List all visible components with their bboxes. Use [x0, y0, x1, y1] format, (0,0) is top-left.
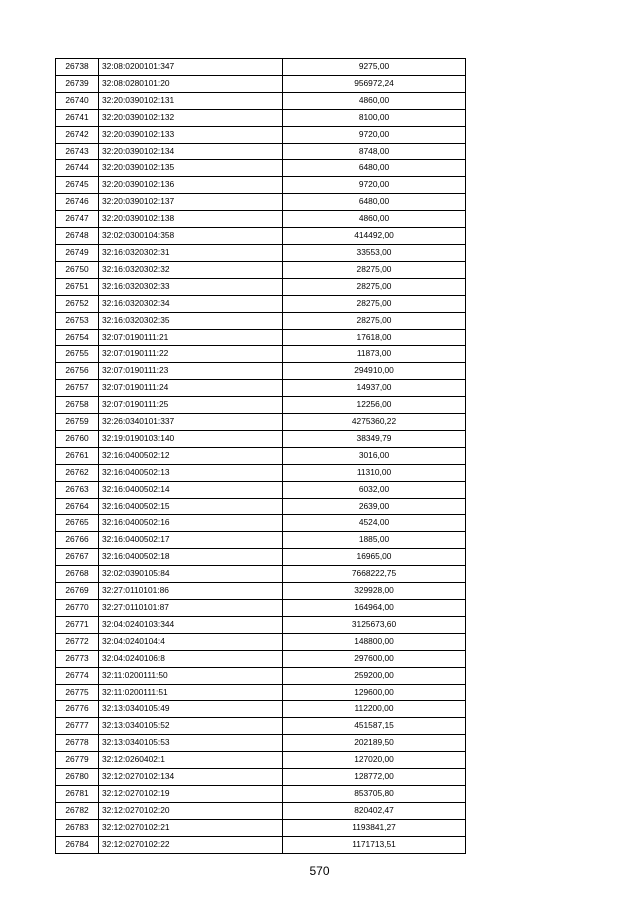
table-row — [56, 532, 466, 549]
row-number-cell: 26751 — [56, 278, 99, 295]
value-cell: 11873,00 — [283, 346, 466, 363]
table-row — [56, 498, 466, 515]
cadastral-number-cell: 32:04:0240103:344 — [99, 616, 283, 633]
cadastral-number-cell: 32:13:0340105:53 — [99, 735, 283, 752]
table-row — [56, 75, 466, 92]
table-row — [56, 447, 466, 464]
value-cell: 956972,24 — [283, 75, 466, 92]
table-row — [56, 414, 466, 431]
row-number-cell: 26770 — [56, 600, 99, 617]
value-cell: 3125673,60 — [283, 616, 466, 633]
value-cell: 16965,00 — [283, 549, 466, 566]
table-row — [56, 109, 466, 126]
value-cell: 4275360,22 — [283, 414, 466, 431]
cadastral-number-cell: 32:07:0190111:22 — [99, 346, 283, 363]
cadastral-number-cell: 32:16:0320302:34 — [99, 295, 283, 312]
cadastral-number-cell: 32:07:0190111:25 — [99, 397, 283, 414]
cadastral-number-cell: 32:12:0270102:134 — [99, 769, 283, 786]
table-row — [56, 244, 466, 261]
table-row — [56, 583, 466, 600]
row-number-cell: 26739 — [56, 75, 99, 92]
row-number-cell: 26741 — [56, 109, 99, 126]
value-cell: 6480,00 — [283, 194, 466, 211]
value-cell: 38349,79 — [283, 430, 466, 447]
value-cell: 148800,00 — [283, 633, 466, 650]
table-row — [56, 819, 466, 836]
row-number-cell: 26782 — [56, 802, 99, 819]
row-number-cell: 26744 — [56, 160, 99, 177]
cadastral-number-cell: 32:16:0320302:33 — [99, 278, 283, 295]
cadastral-number-cell: 32:12:0260402:1 — [99, 752, 283, 769]
value-cell: 853705,80 — [283, 785, 466, 802]
row-number-cell: 26781 — [56, 785, 99, 802]
table-row — [56, 600, 466, 617]
cadastral-number-cell: 32:16:0400502:15 — [99, 498, 283, 515]
value-cell: 451587,15 — [283, 718, 466, 735]
value-cell: 17618,00 — [283, 329, 466, 346]
row-number-cell: 26740 — [56, 92, 99, 109]
cadastral-number-cell: 32:20:0390102:132 — [99, 109, 283, 126]
cadastral-number-cell: 32:20:0390102:135 — [99, 160, 283, 177]
table-row — [56, 278, 466, 295]
table-row — [56, 261, 466, 278]
table-row — [56, 566, 466, 583]
value-cell: 8100,00 — [283, 109, 466, 126]
value-cell: 329928,00 — [283, 583, 466, 600]
cadastral-number-cell: 32:16:0400502:18 — [99, 549, 283, 566]
cadastral-number-cell: 32:11:0200111:50 — [99, 667, 283, 684]
row-number-cell: 26746 — [56, 194, 99, 211]
value-cell: 414492,00 — [283, 228, 466, 245]
value-cell: 2639,00 — [283, 498, 466, 515]
cadastral-number-cell: 32:20:0390102:131 — [99, 92, 283, 109]
value-cell: 9720,00 — [283, 177, 466, 194]
cadastral-number-cell: 32:20:0390102:138 — [99, 211, 283, 228]
value-cell: 6032,00 — [283, 481, 466, 498]
table-row — [56, 430, 466, 447]
value-cell: 7668222,75 — [283, 566, 466, 583]
table-row — [56, 701, 466, 718]
cadastral-number-cell: 32:16:0320302:32 — [99, 261, 283, 278]
cadastral-number-cell: 32:16:0400502:17 — [99, 532, 283, 549]
row-number-cell: 26772 — [56, 633, 99, 650]
row-number-cell: 26775 — [56, 684, 99, 701]
row-number-cell: 26759 — [56, 414, 99, 431]
row-number-cell: 26747 — [56, 211, 99, 228]
value-cell: 8748,00 — [283, 143, 466, 160]
row-number-cell: 26777 — [56, 718, 99, 735]
row-number-cell: 26765 — [56, 515, 99, 532]
table-row — [56, 769, 466, 786]
table-row — [56, 126, 466, 143]
value-cell: 4860,00 — [283, 92, 466, 109]
table-row — [56, 684, 466, 701]
table-row — [56, 59, 466, 76]
cadastral-number-cell: 32:26:0340101:337 — [99, 414, 283, 431]
value-cell: 28275,00 — [283, 278, 466, 295]
value-cell: 14937,00 — [283, 380, 466, 397]
value-cell: 33553,00 — [283, 244, 466, 261]
value-cell: 4860,00 — [283, 211, 466, 228]
value-cell: 202189,50 — [283, 735, 466, 752]
cadastral-number-cell: 32:16:0320302:31 — [99, 244, 283, 261]
value-cell: 112200,00 — [283, 701, 466, 718]
row-number-cell: 26769 — [56, 583, 99, 600]
value-cell: 9275,00 — [283, 59, 466, 76]
row-number-cell: 26738 — [56, 59, 99, 76]
row-number-cell: 26761 — [56, 447, 99, 464]
table-row — [56, 752, 466, 769]
cadastral-number-cell: 32:12:0270102:22 — [99, 836, 283, 853]
row-number-cell: 26762 — [56, 464, 99, 481]
row-number-cell: 26783 — [56, 819, 99, 836]
row-number-cell: 26779 — [56, 752, 99, 769]
table-row — [56, 650, 466, 667]
table-row — [56, 380, 466, 397]
table-row — [56, 177, 466, 194]
value-cell: 28275,00 — [283, 295, 466, 312]
row-number-cell: 26773 — [56, 650, 99, 667]
cadastral-number-cell: 32:07:0190111:24 — [99, 380, 283, 397]
value-cell: 127020,00 — [283, 752, 466, 769]
cadastral-number-cell: 32:16:0400502:14 — [99, 481, 283, 498]
cadastral-number-cell: 32:19:0190103:140 — [99, 430, 283, 447]
cadastral-number-cell: 32:16:0400502:12 — [99, 447, 283, 464]
row-number-cell: 26742 — [56, 126, 99, 143]
table-row — [56, 836, 466, 853]
table-row — [56, 211, 466, 228]
row-number-cell: 26743 — [56, 143, 99, 160]
table-row — [56, 785, 466, 802]
row-number-cell: 26758 — [56, 397, 99, 414]
table-row — [56, 633, 466, 650]
page-number: 570 — [309, 864, 330, 878]
row-number-cell: 26760 — [56, 430, 99, 447]
cadastral-number-cell: 32:20:0390102:134 — [99, 143, 283, 160]
value-cell: 297600,00 — [283, 650, 466, 667]
value-cell: 294910,00 — [283, 363, 466, 380]
table-row — [56, 228, 466, 245]
value-cell: 164964,00 — [283, 600, 466, 617]
table-row — [56, 481, 466, 498]
row-number-cell: 26768 — [56, 566, 99, 583]
table-row — [56, 549, 466, 566]
cadastral-number-cell: 32:16:0320302:35 — [99, 312, 283, 329]
value-cell: 4524,00 — [283, 515, 466, 532]
cadastral-number-cell: 32:04:0240106:8 — [99, 650, 283, 667]
row-number-cell: 26745 — [56, 177, 99, 194]
row-number-cell: 26757 — [56, 380, 99, 397]
table-row — [56, 143, 466, 160]
table-row — [56, 616, 466, 633]
table-row — [56, 397, 466, 414]
value-cell: 28275,00 — [283, 312, 466, 329]
value-cell: 11310,00 — [283, 464, 466, 481]
table-row — [56, 92, 466, 109]
cadastral-number-cell: 32:13:0340105:49 — [99, 701, 283, 718]
table-row — [56, 329, 466, 346]
table-body — [56, 59, 466, 854]
row-number-cell: 26752 — [56, 295, 99, 312]
cadastral-number-cell: 32:20:0390102:137 — [99, 194, 283, 211]
row-number-cell: 26753 — [56, 312, 99, 329]
cadastral-number-cell: 32:02:0390105:84 — [99, 566, 283, 583]
value-cell: 128772,00 — [283, 769, 466, 786]
table-row — [56, 802, 466, 819]
table-row — [56, 346, 466, 363]
table-row — [56, 194, 466, 211]
cadastral-number-cell: 32:12:0270102:20 — [99, 802, 283, 819]
row-number-cell: 26755 — [56, 346, 99, 363]
cadastral-number-cell: 32:16:0400502:16 — [99, 515, 283, 532]
row-number-cell: 26756 — [56, 363, 99, 380]
table-row — [56, 718, 466, 735]
table-row — [56, 363, 466, 380]
value-cell: 820402,47 — [283, 802, 466, 819]
value-cell: 1193841,27 — [283, 819, 466, 836]
row-number-cell: 26774 — [56, 667, 99, 684]
table-row — [56, 735, 466, 752]
value-cell: 259200,00 — [283, 667, 466, 684]
table-row — [56, 295, 466, 312]
cadastral-number-cell: 32:27:0110101:87 — [99, 600, 283, 617]
row-number-cell: 26749 — [56, 244, 99, 261]
value-cell: 28275,00 — [283, 261, 466, 278]
cadastral-number-cell: 32:12:0270102:19 — [99, 785, 283, 802]
cadastral-number-cell: 32:02:0300104:358 — [99, 228, 283, 245]
cadastral-number-cell: 32:16:0400502:13 — [99, 464, 283, 481]
row-number-cell: 26767 — [56, 549, 99, 566]
value-cell: 3016,00 — [283, 447, 466, 464]
table-row — [56, 667, 466, 684]
row-number-cell: 26784 — [56, 836, 99, 853]
cadastral-number-cell: 32:20:0390102:133 — [99, 126, 283, 143]
row-number-cell: 26748 — [56, 228, 99, 245]
table-row — [56, 464, 466, 481]
value-cell: 9720,00 — [283, 126, 466, 143]
value-cell: 1171713,51 — [283, 836, 466, 853]
cadastral-number-cell: 32:04:0240104:4 — [99, 633, 283, 650]
row-number-cell: 26763 — [56, 481, 99, 498]
cadastral-number-cell: 32:07:0190111:21 — [99, 329, 283, 346]
value-cell: 6480,00 — [283, 160, 466, 177]
cadastral-number-cell: 32:13:0340105:52 — [99, 718, 283, 735]
cadastral-number-cell: 32:07:0190111:23 — [99, 363, 283, 380]
cadastral-number-cell: 32:08:0200101:347 — [99, 59, 283, 76]
row-number-cell: 26766 — [56, 532, 99, 549]
cadastral-number-cell: 32:11:0200111:51 — [99, 684, 283, 701]
table-row — [56, 312, 466, 329]
value-cell: 12256,00 — [283, 397, 466, 414]
row-number-cell: 26776 — [56, 701, 99, 718]
cadastral-number-cell: 32:08:0280101:20 — [99, 75, 283, 92]
row-number-cell: 26764 — [56, 498, 99, 515]
cadastral-number-cell: 32:12:0270102:21 — [99, 819, 283, 836]
row-number-cell: 26778 — [56, 735, 99, 752]
cadastral-number-cell: 32:20:0390102:136 — [99, 177, 283, 194]
cadastral-number-cell: 32:27:0110101:86 — [99, 583, 283, 600]
value-cell: 129600,00 — [283, 684, 466, 701]
row-number-cell: 26771 — [56, 616, 99, 633]
row-number-cell: 26780 — [56, 769, 99, 786]
cadastral-value-table — [55, 58, 466, 854]
table-row — [56, 160, 466, 177]
table-row — [56, 515, 466, 532]
row-number-cell: 26754 — [56, 329, 99, 346]
row-number-cell: 26750 — [56, 261, 99, 278]
value-cell: 1885,00 — [283, 532, 466, 549]
